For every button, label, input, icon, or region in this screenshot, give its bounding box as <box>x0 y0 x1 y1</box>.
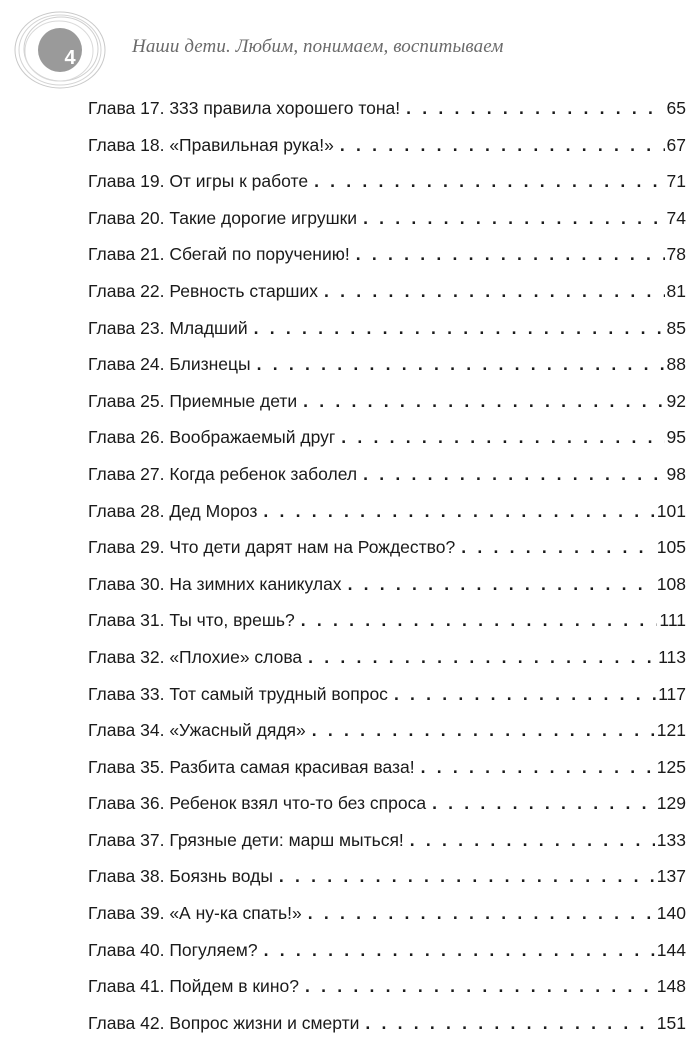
dot-leader <box>305 968 655 1005</box>
toc-entry <box>88 749 686 786</box>
table-of-contents <box>88 90 686 1041</box>
toc-entry-title: Глава 27. Когда ребенок заболел <box>88 463 358 484</box>
toc-entry <box>88 858 686 895</box>
dot-leader <box>461 529 655 566</box>
dot-leader <box>421 749 655 786</box>
toc-entry <box>88 639 686 676</box>
toc-entry-page: 92 <box>666 390 686 411</box>
toc-entry-page: 108 <box>656 573 686 594</box>
toc-entry <box>88 493 686 530</box>
toc-entry-page: 105 <box>656 537 686 558</box>
toc-entry <box>88 676 686 713</box>
dot-leader <box>340 127 665 164</box>
toc-entry-page: 67 <box>666 134 686 155</box>
toc-entry-title: Глава 23. Младший <box>88 317 248 338</box>
toc-entry <box>88 236 686 273</box>
toc-entry <box>88 310 686 347</box>
toc-entry-title: Глава 21. Сбегай по поручению! <box>88 244 350 265</box>
toc-entry-title: Глава 29. Что дети дарят нам на Рождество? <box>88 537 456 558</box>
toc-entry <box>88 346 686 383</box>
toc-entry-page: 88 <box>666 354 686 375</box>
toc-entry-title: Глава 40. Погуляем? <box>88 939 258 960</box>
toc-entry <box>88 383 686 420</box>
dot-leader <box>363 200 664 237</box>
toc-entry-title: Глава 33. Тот самый трудный вопрос <box>88 683 388 704</box>
toc-entry-page: 140 <box>656 903 686 924</box>
toc-entry-page: 148 <box>656 976 686 997</box>
toc-entry <box>88 1005 686 1042</box>
dot-leader <box>308 639 656 676</box>
dot-leader <box>394 676 656 713</box>
toc-entry <box>88 419 686 456</box>
toc-entry-page: 144 <box>656 939 686 960</box>
dot-leader <box>254 310 665 347</box>
toc-entry-title: Глава 18. «Правильная рука!» <box>88 134 334 155</box>
dot-leader <box>308 895 655 932</box>
toc-entry <box>88 895 686 932</box>
toc-entry-title: Глава 30. На зимних каникулах <box>88 573 342 594</box>
toc-entry-page: 129 <box>656 793 686 814</box>
toc-entry <box>88 822 686 859</box>
dot-leader <box>314 163 664 200</box>
toc-entry-title: Глава 32. «Плохие» слова <box>88 646 303 667</box>
toc-entry <box>88 90 686 127</box>
dot-leader <box>365 1005 654 1042</box>
dot-leader <box>303 383 664 420</box>
toc-entry-page: 137 <box>656 866 686 887</box>
toc-entry-title: Глава 34. «Ужасный дядя» <box>88 720 306 741</box>
toc-entry <box>88 712 686 749</box>
page-number-badge <box>10 8 110 92</box>
toc-entry-page: 101 <box>656 500 686 521</box>
toc-entry-title: Глава 41. Пойдем в кино? <box>88 976 299 997</box>
toc-entry-title: Глава 36. Ребенок взял что-то без спроса <box>88 793 427 814</box>
dot-leader <box>341 419 664 456</box>
toc-entry-title: Глава 35. Разбита самая красивая ваза! <box>88 756 415 777</box>
toc-entry-page: 81 <box>666 280 686 301</box>
dot-leader <box>410 822 655 859</box>
toc-entry <box>88 785 686 822</box>
dot-leader <box>432 785 655 822</box>
dot-leader <box>257 346 665 383</box>
toc-entry <box>88 127 686 164</box>
toc-entry-page: 133 <box>656 829 686 850</box>
toc-entry <box>88 968 686 1005</box>
toc-entry-page: 113 <box>658 646 686 667</box>
toc-entry <box>88 932 686 969</box>
toc-entry-title: Глава 22. Ревность старших <box>88 280 318 301</box>
toc-entry-title: Глава 39. «А ну-ка спать!» <box>88 903 302 924</box>
toc-entry <box>88 200 686 237</box>
toc-entry-page: 71 <box>666 171 686 192</box>
toc-entry <box>88 456 686 493</box>
toc-entry-page: 125 <box>656 756 686 777</box>
dot-leader <box>324 273 665 310</box>
toc-entry-title: Глава 20. Такие дорогие игрушки <box>88 207 358 228</box>
toc-entry-title: Глава 19. От игры к работе <box>88 171 309 192</box>
toc-entry-title: Глава 26. Воображаемый друг <box>88 427 336 448</box>
toc-entry-title: Глава 17. 333 правила хорошего тона! <box>88 98 401 118</box>
dot-leader <box>263 493 654 530</box>
toc-entry-page: 151 <box>656 1012 686 1033</box>
dot-leader <box>279 858 655 895</box>
toc-entry-title: Глава 28. Дед Мороз <box>88 500 258 521</box>
toc-entry <box>88 273 686 310</box>
toc-entry-page: 74 <box>666 207 686 228</box>
toc-entry-page: 98 <box>666 463 686 484</box>
toc-entry-title: Глава 31. Ты что, врешь? <box>88 610 295 631</box>
toc-entry-title: Глава 38. Боязнь воды <box>88 866 273 887</box>
toc-entry-title: Глава 42. Вопрос жизни и смерти <box>88 1012 360 1033</box>
dot-leader <box>312 712 655 749</box>
toc-entry <box>88 529 686 566</box>
toc-entry <box>88 566 686 603</box>
page-number: 4 <box>64 47 76 69</box>
dot-leader <box>406 90 664 127</box>
toc-entry <box>88 163 686 200</box>
toc-entry-title: Глава 37. Грязные дети: марш мыться! <box>88 829 404 850</box>
toc-entry-title: Глава 25. Приемные дети <box>88 390 298 411</box>
toc-entry-page: 85 <box>666 317 686 338</box>
toc-entry-title: Глава 24. Близнецы <box>88 354 251 375</box>
toc-entry-page: 65 <box>666 98 686 118</box>
toc-entry <box>88 602 686 639</box>
toc-entry-page: 111 <box>659 610 686 631</box>
page-header <box>0 0 700 92</box>
running-head: Наши дети. Любим, понимаем, воспитываем <box>132 36 504 57</box>
dot-leader <box>348 566 655 603</box>
toc-entry-page: 95 <box>666 427 686 448</box>
dot-leader <box>356 236 665 273</box>
dot-leader <box>264 932 655 969</box>
toc-entry-page: 78 <box>666 244 686 265</box>
dot-leader <box>363 456 664 493</box>
dot-leader <box>301 602 658 639</box>
toc-entry-page: 117 <box>658 683 686 704</box>
toc-entry-page: 121 <box>656 720 686 741</box>
